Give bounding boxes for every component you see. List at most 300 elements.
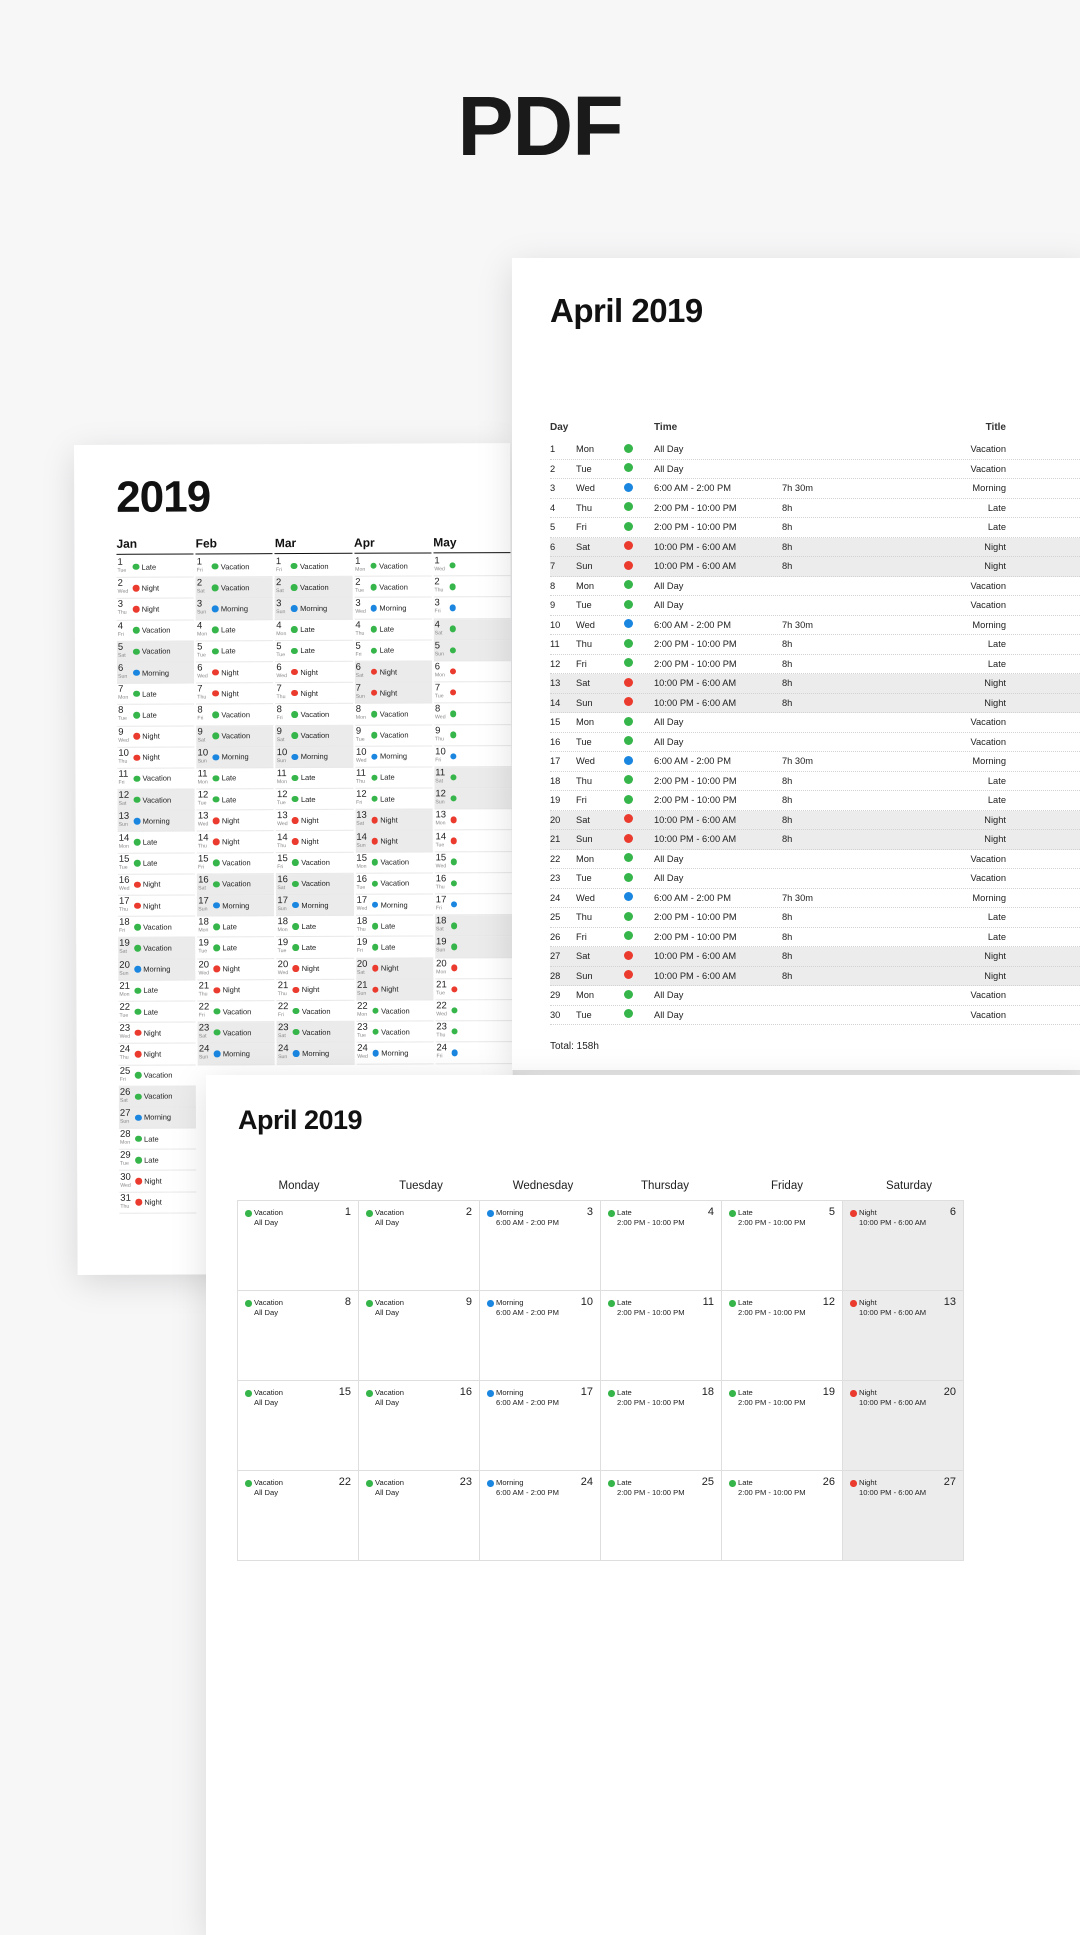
year-day-row xyxy=(275,598,352,620)
table-row xyxy=(550,713,1080,733)
year-day-number: 3 Thu xyxy=(117,599,127,617)
year-day-number: 11 Sat xyxy=(435,767,446,785)
calendar-event-time: All Day xyxy=(254,1218,279,1227)
year-day-label: Morning xyxy=(142,816,170,826)
year-day-row xyxy=(119,1150,196,1172)
year-day-label: Late xyxy=(379,624,395,634)
calendar-day-cell[interactable] xyxy=(600,1380,722,1471)
calendar-event[interactable] xyxy=(487,1388,594,1408)
table-row xyxy=(550,830,1080,850)
year-day-number: 15 Tue xyxy=(118,853,130,871)
shift-color-dot xyxy=(133,712,140,719)
shift-color-dot xyxy=(624,892,633,901)
row-duration: 8h xyxy=(782,697,793,708)
calendar-day-cell[interactable] xyxy=(479,1380,601,1471)
shift-color-dot xyxy=(213,881,220,888)
month-calendar-document[interactable] xyxy=(206,1075,1080,1935)
shift-color-dot xyxy=(624,502,633,511)
year-day-label: Vacation xyxy=(222,1006,252,1016)
year-day-number: 9 Sat xyxy=(276,725,285,743)
calendar-day-number: 11 xyxy=(702,1296,714,1308)
row-weekday: Fri xyxy=(576,522,587,533)
year-day-label: Late xyxy=(222,922,237,932)
calendar-day-cell[interactable] xyxy=(600,1200,722,1291)
calendar-event[interactable] xyxy=(245,1298,352,1318)
shift-color-dot xyxy=(451,1028,458,1035)
year-day-number: 17 Sun xyxy=(198,895,209,913)
calendar-day-number: 6 xyxy=(949,1206,956,1218)
year-day-number: 8 Tue xyxy=(118,705,127,723)
calendar-weekday-label: Saturday xyxy=(885,1180,933,1192)
row-time: 2:00 PM - 10:00 PM xyxy=(654,912,737,923)
calendar-day-number: 12 xyxy=(822,1296,835,1308)
calendar-event-title: Late xyxy=(738,1478,753,1487)
calendar-event[interactable] xyxy=(850,1388,957,1408)
year-day-row xyxy=(276,725,353,747)
year-day-number: 4 Thu xyxy=(355,619,365,637)
year-day-row xyxy=(117,578,194,600)
year-day-number: 21 Mon xyxy=(119,980,130,998)
year-day-row xyxy=(275,641,352,663)
year-day-number: 9 Thu xyxy=(435,724,445,743)
year-day-row xyxy=(434,788,511,810)
shift-color-dot xyxy=(451,965,458,972)
shift-color-dot xyxy=(133,606,140,613)
shift-color-dot xyxy=(133,691,140,698)
year-day-row xyxy=(196,556,273,578)
calendar-day-cell[interactable] xyxy=(237,1200,359,1291)
calendar-day-cell[interactable] xyxy=(721,1380,843,1471)
year-day-row xyxy=(435,1042,512,1064)
year-day-number: 9 Sat xyxy=(197,726,206,744)
year-day-number: 11 Mon xyxy=(197,768,208,786)
shift-color-dot xyxy=(212,627,219,634)
row-day-number: 16 xyxy=(550,736,561,747)
year-day-number: 1 Fri xyxy=(196,556,203,574)
year-day-label: Night xyxy=(380,963,399,973)
calendar-day-cell[interactable] xyxy=(842,1200,964,1291)
year-day-row xyxy=(197,768,274,790)
calendar-event-title: Vacation xyxy=(254,1388,283,1397)
shift-color-dot xyxy=(135,1114,142,1121)
year-day-label: Night xyxy=(144,1176,162,1186)
shift-color-dot xyxy=(451,922,458,929)
year-day-number: 17 Thu xyxy=(118,895,130,913)
year-day-row xyxy=(275,662,352,684)
year-day-label: Vacation xyxy=(142,774,172,784)
row-title: Late xyxy=(987,795,1006,806)
calendar-event-time: 6:00 AM - 2:00 PM xyxy=(496,1398,559,1407)
shift-color-dot xyxy=(292,923,299,930)
year-day-row xyxy=(117,620,194,642)
calendar-day-cell[interactable] xyxy=(721,1290,843,1381)
year-day-number: 24 Wed xyxy=(357,1043,368,1061)
year-day-label: Vacation xyxy=(380,857,410,867)
year-day-row xyxy=(355,704,432,726)
year-day-number: 30 Wed xyxy=(120,1171,131,1189)
row-day-number: 22 xyxy=(550,853,561,864)
calendar-event[interactable] xyxy=(487,1208,594,1228)
calendar-day-number: 10 xyxy=(580,1296,593,1308)
row-time: 10:00 PM - 6:00 AM xyxy=(654,970,737,981)
year-day-label: Late xyxy=(144,1134,159,1144)
shift-color-dot xyxy=(245,1480,252,1487)
year-day-row xyxy=(117,599,194,621)
calendar-day-cell[interactable] xyxy=(237,1470,359,1561)
shift-color-dot xyxy=(624,717,633,726)
year-day-row xyxy=(356,958,433,980)
year-day-label: Late xyxy=(222,943,238,953)
shift-color-dot xyxy=(134,1008,141,1015)
month-name: Feb xyxy=(196,536,273,554)
year-day-label: Night xyxy=(142,731,160,741)
row-weekday: Tue xyxy=(576,873,592,884)
calendar-event[interactable] xyxy=(850,1208,957,1228)
calendar-week-row xyxy=(238,1381,1068,1471)
year-day-label: Vacation xyxy=(301,1027,331,1037)
calendar-event[interactable] xyxy=(608,1298,715,1318)
calendar-event[interactable] xyxy=(729,1298,836,1318)
year-day-number: 19 Sun xyxy=(435,936,447,954)
row-time: 2:00 PM - 10:00 PM xyxy=(654,795,737,806)
row-weekday: Sun xyxy=(576,561,593,572)
shift-color-dot xyxy=(729,1210,736,1217)
year-day-row xyxy=(197,874,274,896)
table-row xyxy=(550,791,1080,811)
shift-color-dot xyxy=(371,859,378,866)
year-day-number: 7 Thu xyxy=(276,683,286,701)
year-day-number: 2 Sat xyxy=(196,577,205,595)
year-day-number: 14 Tue xyxy=(435,830,447,848)
shift-color-dot xyxy=(624,619,633,628)
shift-color-dot xyxy=(451,880,458,887)
shift-color-dot xyxy=(608,1210,615,1217)
year-day-label: Morning xyxy=(300,603,328,613)
row-weekday: Tue xyxy=(576,1009,592,1020)
calendar-event[interactable] xyxy=(608,1478,715,1498)
year-day-row xyxy=(118,895,195,917)
shift-color-dot xyxy=(214,1029,221,1036)
shift-color-dot xyxy=(213,839,220,846)
year-day-label: Late xyxy=(220,625,236,635)
year-day-number: 24 Fri xyxy=(436,1042,448,1060)
year-day-label: Night xyxy=(300,688,319,698)
shift-color-dot xyxy=(450,647,457,654)
calendar-day-cell[interactable] xyxy=(479,1470,601,1561)
month-list-document[interactable] xyxy=(512,258,1080,1070)
shift-color-dot xyxy=(450,668,457,675)
shift-color-dot xyxy=(370,563,377,570)
shift-color-dot xyxy=(292,711,299,718)
shift-color-dot xyxy=(372,923,379,930)
row-time: All Day xyxy=(654,444,684,455)
calendar-month-title: April 2019 xyxy=(238,1105,363,1135)
shift-color-dot xyxy=(293,965,300,972)
calendar-day-cell[interactable] xyxy=(721,1470,843,1561)
shift-color-dot xyxy=(451,944,458,951)
calendar-day-cell[interactable] xyxy=(237,1380,359,1471)
row-time: 6:00 AM - 2:00 PM xyxy=(654,483,731,494)
year-day-number: 9 Tue xyxy=(355,725,365,743)
year-day-number: 6 Sun xyxy=(117,662,128,680)
year-day-number: 27 Sun xyxy=(119,1107,131,1125)
year-day-row xyxy=(118,959,195,981)
shift-color-dot xyxy=(292,859,299,866)
calendar-weekday-label: Tuesday xyxy=(399,1180,443,1192)
year-day-label: Vacation xyxy=(222,1027,252,1038)
year-day-label: Morning xyxy=(143,964,171,974)
year-day-number: 16 Sat xyxy=(198,874,209,892)
year-day-number: 8 Fri xyxy=(276,704,283,722)
year-day-row xyxy=(355,831,432,853)
year-day-label: Night xyxy=(142,901,161,911)
calendar-week-row xyxy=(238,1201,1068,1291)
year-day-number: 14 Thu xyxy=(197,831,209,849)
year-day-label: Vacation xyxy=(301,879,330,889)
shift-color-dot xyxy=(293,1050,300,1057)
year-day-number: 12 Sun xyxy=(435,788,446,806)
row-duration: 8h xyxy=(782,912,793,923)
year-day-row xyxy=(277,937,354,959)
year-day-label: Late xyxy=(142,858,158,868)
row-day-number: 7 xyxy=(550,561,556,572)
calendar-day-cell[interactable] xyxy=(721,1200,843,1291)
row-title: Night xyxy=(984,951,1006,962)
table-row xyxy=(550,635,1080,655)
calendar-event[interactable] xyxy=(366,1208,473,1228)
year-day-row xyxy=(434,619,511,641)
row-weekday: Mon xyxy=(576,853,595,864)
table-row xyxy=(550,616,1080,636)
year-day-number: 18 Fri xyxy=(119,917,130,935)
table-row xyxy=(550,577,1080,597)
year-day-row xyxy=(356,1022,433,1044)
calendar-day-cell[interactable] xyxy=(358,1380,480,1471)
calendar-event-title: Late xyxy=(617,1298,632,1307)
shift-color-dot xyxy=(624,658,633,667)
year-day-row xyxy=(435,1000,512,1022)
year-day-row xyxy=(276,831,353,853)
calendar-event[interactable] xyxy=(245,1388,352,1408)
row-duration: 8h xyxy=(782,775,793,786)
calendar-day-cell[interactable] xyxy=(842,1380,964,1471)
calendar-event[interactable] xyxy=(487,1298,594,1318)
year-day-row xyxy=(434,809,511,831)
row-time: 10:00 PM - 6:00 AM xyxy=(654,834,737,845)
year-day-row xyxy=(276,852,353,874)
year-day-row xyxy=(196,599,273,621)
shift-color-dot xyxy=(293,1029,300,1036)
shift-color-dot xyxy=(450,710,457,717)
year-day-label: Late xyxy=(221,794,237,805)
row-day-number: 27 xyxy=(550,951,561,962)
row-day-number: 13 xyxy=(550,678,561,689)
calendar-event[interactable] xyxy=(366,1298,473,1318)
year-day-row xyxy=(355,725,432,747)
calendar-event[interactable] xyxy=(608,1388,715,1408)
shift-color-dot xyxy=(451,859,458,866)
shift-color-dot xyxy=(624,697,633,706)
calendar-event[interactable] xyxy=(729,1388,836,1408)
calendar-day-cell[interactable] xyxy=(237,1290,359,1381)
year-day-number: 19 Tue xyxy=(277,937,289,955)
year-day-row xyxy=(196,726,273,748)
year-day-label: Vacation xyxy=(221,710,251,720)
row-weekday: Mon xyxy=(576,717,595,728)
shift-color-dot xyxy=(213,754,220,761)
shift-color-dot xyxy=(850,1480,857,1487)
calendar-event[interactable] xyxy=(729,1478,836,1498)
shift-color-dot xyxy=(135,1178,142,1185)
calendar-event-time: All Day xyxy=(375,1488,400,1497)
row-time: 2:00 PM - 10:00 PM xyxy=(654,775,737,786)
row-duration: 7h 30m xyxy=(782,892,814,903)
shift-color-dot xyxy=(624,561,633,570)
calendar-weekday-header xyxy=(238,1180,1068,1201)
calendar-day-cell[interactable] xyxy=(842,1470,964,1561)
calendar-event[interactable] xyxy=(729,1208,836,1228)
shift-color-dot xyxy=(624,912,633,921)
year-day-row xyxy=(434,746,511,768)
row-weekday: Tue xyxy=(576,736,592,747)
year-day-label: Late xyxy=(301,921,317,931)
year-day-row xyxy=(117,747,194,769)
calendar-day-number: 1 xyxy=(344,1206,351,1218)
calendar-event[interactable] xyxy=(487,1478,594,1498)
year-day-number: 10 Fri xyxy=(435,746,446,764)
calendar-event-time: 10:00 PM - 6:00 AM xyxy=(859,1218,927,1227)
row-day-number: 6 xyxy=(550,541,556,552)
calendar-event-title: Morning xyxy=(496,1208,524,1217)
list-rows xyxy=(550,440,1080,1025)
shift-color-dot xyxy=(213,796,220,803)
calendar-event-time: 6:00 AM - 2:00 PM xyxy=(496,1488,559,1497)
calendar-day-number: 8 xyxy=(344,1296,351,1308)
month-name: May xyxy=(433,535,510,553)
year-day-number: 3 Fri xyxy=(434,597,441,615)
year-day-label: Vacation xyxy=(143,1091,173,1101)
shift-color-dot xyxy=(292,775,299,782)
month-name: Jan xyxy=(116,536,193,554)
calendar-day-number: 22 xyxy=(338,1476,351,1488)
year-day-row xyxy=(434,831,511,853)
row-title: Morning xyxy=(972,892,1006,903)
row-time: 2:00 PM - 10:00 PM xyxy=(654,502,737,513)
year-day-number: 11 Fri xyxy=(118,768,129,786)
year-day-label: Morning xyxy=(221,752,249,762)
year-day-label: Vacation xyxy=(221,731,251,741)
year-day-row xyxy=(433,597,510,619)
calendar-event[interactable] xyxy=(850,1478,957,1498)
year-day-number: 5 Sun xyxy=(434,640,444,658)
calendar-event[interactable] xyxy=(850,1298,957,1318)
shift-color-dot xyxy=(366,1210,373,1217)
shift-color-dot xyxy=(292,796,299,803)
shift-color-dot xyxy=(450,605,457,612)
year-day-row xyxy=(118,917,195,939)
shift-color-dot xyxy=(291,584,298,591)
calendar-day-cell[interactable] xyxy=(479,1290,601,1381)
calendar-day-cell[interactable] xyxy=(358,1200,480,1291)
year-day-number: 13 Sun xyxy=(118,811,130,829)
year-day-label: Late xyxy=(300,646,315,656)
year-day-number: 12 Sat xyxy=(118,789,130,807)
shift-color-dot xyxy=(135,1051,142,1058)
calendar-event-time: 10:00 PM - 6:00 AM xyxy=(859,1308,927,1317)
row-time: 10:00 PM - 6:00 AM xyxy=(654,678,737,689)
calendar-event[interactable] xyxy=(608,1208,715,1228)
row-day-number: 10 xyxy=(550,619,561,630)
row-day-number: 3 xyxy=(550,483,556,494)
calendar-event[interactable] xyxy=(245,1478,352,1498)
year-day-row xyxy=(119,1129,196,1151)
row-title: Late xyxy=(987,912,1006,923)
shift-color-dot xyxy=(729,1300,736,1307)
year-day-number: 7 Tue xyxy=(434,682,444,700)
year-day-label: Vacation xyxy=(379,709,409,719)
year-day-number: 18 Mon xyxy=(198,916,209,934)
calendar-day-cell[interactable] xyxy=(479,1200,601,1291)
row-weekday: Thu xyxy=(576,502,593,513)
calendar-day-number: 24 xyxy=(580,1476,593,1488)
year-day-row xyxy=(355,873,432,895)
shift-color-dot xyxy=(624,990,633,999)
calendar-day-cell[interactable] xyxy=(358,1290,480,1381)
year-day-label: Late xyxy=(300,794,316,804)
year-day-number: 31 Thu xyxy=(120,1192,131,1210)
row-weekday: Sat xyxy=(576,678,590,689)
shift-color-dot xyxy=(624,444,633,453)
row-day-number: 21 xyxy=(550,834,561,845)
shift-color-dot xyxy=(213,923,220,930)
row-day-number: 24 xyxy=(550,892,561,903)
year-day-row xyxy=(197,832,274,854)
calendar-day-cell[interactable] xyxy=(358,1470,480,1561)
year-day-number: 17 Fri xyxy=(435,894,447,912)
shift-color-dot xyxy=(624,795,633,804)
row-weekday: Sun xyxy=(576,970,593,981)
shift-color-dot xyxy=(371,817,378,824)
row-time: 10:00 PM - 6:00 AM xyxy=(654,951,737,962)
shift-color-dot xyxy=(134,797,141,804)
table-row xyxy=(550,440,1080,460)
calendar-event[interactable] xyxy=(366,1388,473,1408)
calendar-event-time: 2:00 PM - 10:00 PM xyxy=(617,1218,685,1227)
calendar-day-cell[interactable] xyxy=(600,1470,722,1561)
row-title: Vacation xyxy=(970,1009,1006,1020)
row-time: 10:00 PM - 6:00 AM xyxy=(654,814,737,825)
year-day-row xyxy=(275,619,352,641)
calendar-event[interactable] xyxy=(245,1208,352,1228)
calendar-event[interactable] xyxy=(366,1478,473,1498)
shift-color-dot xyxy=(134,881,141,888)
year-day-number: 3 Sun xyxy=(276,598,286,616)
shift-color-dot xyxy=(292,881,299,888)
year-day-label: Night xyxy=(379,688,398,698)
row-time: All Day xyxy=(654,736,684,747)
year-title: 2019 xyxy=(116,472,211,522)
row-duration: 8h xyxy=(782,795,793,806)
calendar-day-number: 25 xyxy=(701,1476,714,1488)
shift-color-dot xyxy=(624,970,633,979)
row-day-number: 1 xyxy=(550,444,556,455)
calendar-grid xyxy=(238,1180,1068,1561)
table-row xyxy=(550,733,1080,753)
shift-color-dot xyxy=(134,839,141,846)
calendar-day-cell[interactable] xyxy=(842,1290,964,1381)
calendar-day-cell[interactable] xyxy=(600,1290,722,1381)
year-day-label: Vacation xyxy=(300,709,330,719)
